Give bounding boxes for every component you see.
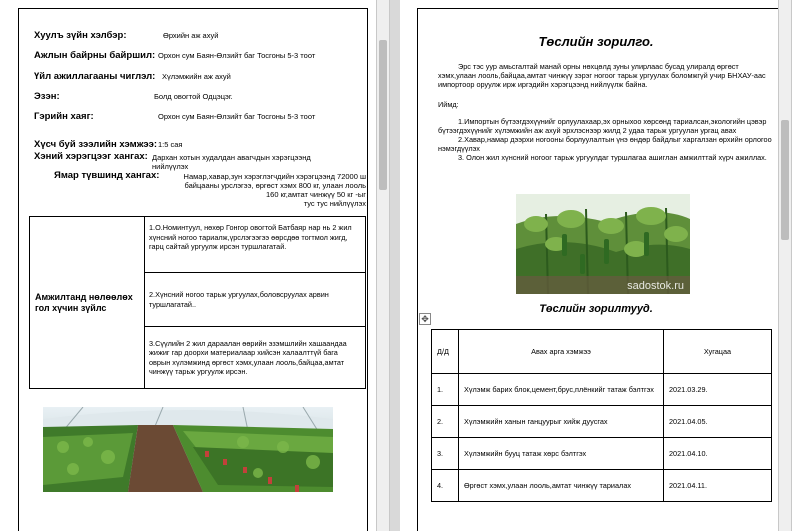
table-row (432, 470, 772, 502)
info-value: 1:5 сая (158, 140, 183, 149)
table-header-row (432, 330, 772, 374)
task-date: 2021.04.11. (664, 470, 772, 502)
goal-item-1: 1.Импортын бүтээгдэхүүнийг орлуулахаар,эх орныхоо хөрсөнд тариалсан,экологийн цэвэр бүтээгдэхүүнийг хүлэмжийн аж ахуй эрхлэснээр жилд 2 удаа тарьж ургуулан ургац авах (438, 117, 767, 135)
text-line: тус тус нийлүүлэх (303, 199, 366, 208)
text-line: байцааны урслэгээ, өргөст хэмх 800 кг, улаан лооль (184, 181, 366, 190)
task-date: 2021.04.10. (664, 438, 772, 470)
info-location (34, 50, 316, 61)
info-capacity (34, 139, 183, 150)
info-label: Хэний хэрэгцээг хангах: (34, 151, 148, 162)
info-label: Хуулъ зүйн хэлбэр: (34, 30, 127, 41)
info-value: Хүлэмжийн аж ахуй (162, 72, 231, 81)
cucumber-image (516, 194, 690, 294)
header-num: Д/Д (432, 330, 459, 374)
project-tasks-title: Төслийн зорилтууд. (539, 303, 653, 315)
success-factors-table (29, 216, 366, 389)
project-intro: Эрс тэс уур амьсгалтай манай орны нөхцөлд зуны улирлаас бусад улиралд өргөст хэмх,улаан лооль,байцаа,амтат чинжүү зэрэг ногоог тарьж ургуулах боломжгүй учир БНХАУ-аас импортоор оруулж ирж иргэдийн хэрэгцээнд нийлүүлж байна. (438, 62, 766, 89)
info-value: Болд овогтой Одцэцэг. (154, 92, 233, 101)
task-date: 2021.04.05. (664, 406, 772, 438)
info-label: Хүсч буй зээлийн хэмжээ: (34, 139, 158, 150)
info-market-value (152, 153, 311, 171)
info-value: Өрхийн аж ахуй (163, 31, 219, 40)
task-num: 2. (432, 406, 459, 438)
header-date: Хугацаа (664, 330, 772, 374)
info-market (34, 151, 148, 162)
goal-item-3: 3. Олон жил хүнсний ногоог тарьж ургуулдаг туршлагаа ашиглан амжилттай хүрч ажиллах. (458, 153, 767, 162)
table-row (432, 438, 772, 470)
text-line: Дархан хотын худалдан авагчдын хэрэгцээнд (152, 153, 311, 162)
task-num: 3. (432, 438, 459, 470)
task-action: Хүлэмж барих блок,цемент,брус,плёнкийг татаж бэлтгэх (459, 374, 664, 406)
right-scrollbar[interactable] (778, 0, 792, 531)
table-row (30, 217, 366, 273)
task-action: Хүлэмжийн ханын ганцуурыг хийж дуусгах (459, 406, 664, 438)
project-goal-title: Төслийн зорилго. (538, 34, 654, 49)
info-label: Ажлын байрны байршил: (34, 50, 156, 61)
task-date: 2021.03.29. (664, 374, 772, 406)
photo-watermark: sadostok.ru (627, 280, 684, 292)
goals-label: Иймд: (438, 100, 459, 109)
success-factor-2: 2.Хүнсний ногоо тарьж ургуулах,боловсруулах арвин туршлагатай.. (145, 273, 366, 327)
info-value: Орхон сум Баян-Өлзийт баг Тосгоны 5-3 тоот (158, 112, 316, 121)
text-line: 160 кг,амтат чинжүү 50 кг -ыг (266, 190, 366, 199)
info-level-value (156, 172, 366, 208)
greenhouse-photo (43, 407, 333, 492)
info-label: Эзэн: (34, 91, 60, 102)
info-legal-form (34, 30, 219, 41)
info-owner (34, 91, 233, 102)
header-action: Авах арга хэмжээ (459, 330, 664, 374)
scrollbar-thumb[interactable] (379, 40, 387, 190)
task-num: 1. (432, 374, 459, 406)
info-label: Ямар түвшинд хангах: (54, 170, 160, 181)
success-factor-1: 1.О.Номинтуул, нөхөр Гонгор овогтой Батбаяр нар нь 2 жил хүнсний ногоо тариалж,үрслэгээгээ өөрсдөө тогтмол жигд, гарц сайтай ургуулж ирсэн туршлагатай. (145, 217, 366, 273)
scrollbar-thumb[interactable] (781, 120, 789, 240)
tasks-table (431, 329, 772, 502)
info-home-address (34, 111, 316, 122)
info-level (54, 170, 159, 181)
text-line: Намар,хавар,зун хэрэглэгчдийн хэрэгцээнд 72000 ш (183, 172, 366, 181)
text-line: нийлүүлэх (152, 162, 189, 171)
info-value: Орхон сум Баян-Өлзийт баг Тосгоны 5-3 тоот (158, 51, 316, 60)
success-factors-heading: Амжилтанд нөлөөлөх гол хүчин зүйлс (30, 217, 145, 389)
greenhouse-image (43, 407, 333, 492)
vertical-scrollbar[interactable] (376, 0, 390, 531)
info-activity (34, 71, 231, 82)
goals-list (438, 117, 778, 162)
cucumber-photo (516, 194, 690, 294)
success-factor-3: 3.Сүүлийн 2 жил дараалан өөрийн эзэмшлийн хашаандаа жижиг гар доорхи материалаар хийсэн халаалттүй бага оврын хүлэмжинд өргөст хэмх,улаан лооль,байцаа,амтат чинжүү тарьж ургуулж ирсэн. (145, 327, 366, 389)
task-action: Өргөст хэмх,улаан лооль,амтат чинжүү тариалах (459, 470, 664, 502)
table-row (432, 406, 772, 438)
table-move-handle-icon[interactable]: ✥ (419, 313, 431, 325)
table-row (432, 374, 772, 406)
page-1 (0, 0, 376, 531)
task-action: Хүлэмжийн бууц татаж хөрс бэлтгэх (459, 438, 664, 470)
info-label: Гэрийн хаяг: (34, 111, 94, 122)
goal-item-2: 2.Хавар,намар дээрхи ногооны борлуулалтын үнэ өндөр байдлыг харгалзан өрхийн орлогоо нэмэгдүүлэх (438, 135, 772, 153)
task-num: 4. (432, 470, 459, 502)
info-label: Үйл ажиллагааны чиглэл: (34, 71, 156, 82)
